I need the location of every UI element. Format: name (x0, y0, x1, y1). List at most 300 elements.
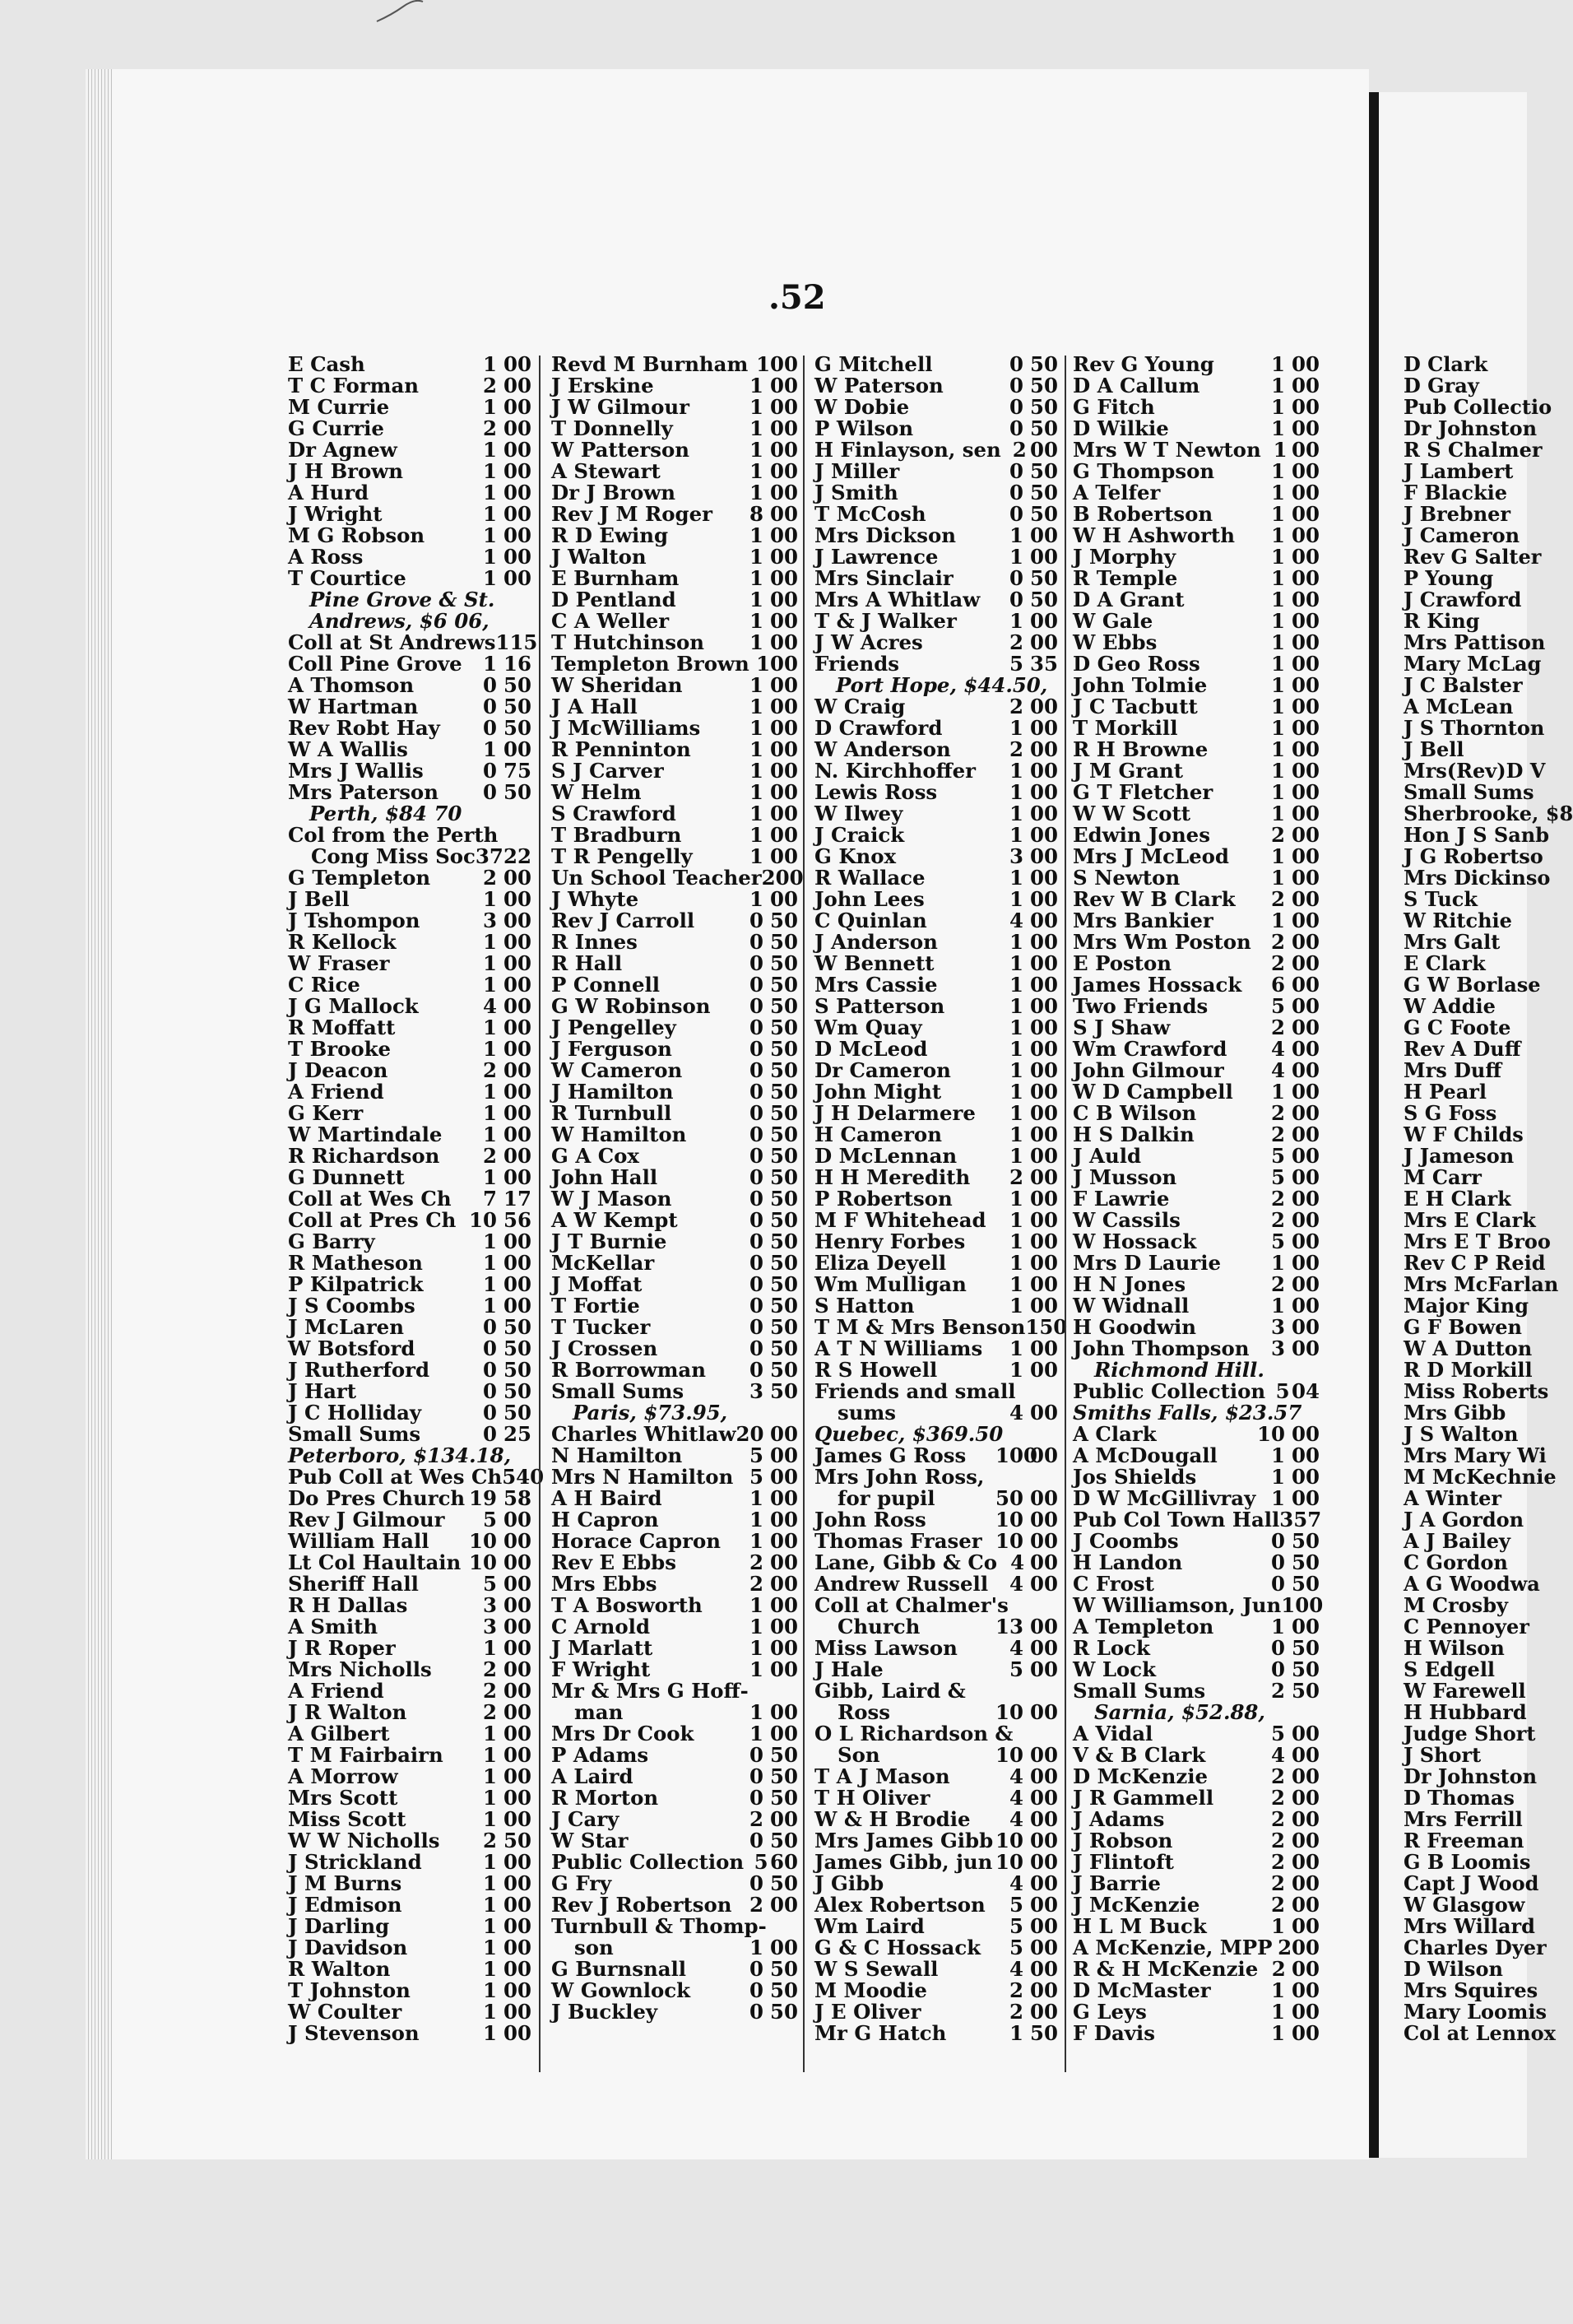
amount-dollars: 2 (1271, 1829, 1285, 1852)
ledger-entry (814, 2001, 1058, 2023)
amount-dollars: 0 (749, 1764, 763, 1788)
amount-dollars: 1 (1271, 673, 1285, 697)
amount-cents: 00 (770, 802, 798, 825)
amount-cents: 00 (503, 2021, 531, 2045)
amount-cents: 00 (1292, 1893, 1320, 1917)
amount-cents: 00 (503, 1101, 531, 1125)
amount-dollars: 1 (483, 1850, 497, 1874)
next-page-name: Mrs E Clark (1404, 1208, 1536, 1232)
amount-cents: 50 (770, 1358, 798, 1382)
amount-dollars: 1 (749, 588, 763, 611)
ledger-entry (288, 2001, 531, 2023)
donor-name: W Coulter (288, 2000, 402, 2024)
donor-name: J Cary (551, 1807, 619, 1831)
ledger-entry (814, 1124, 1058, 1146)
amount-cents: 00 (1030, 523, 1058, 547)
amount-dollars: 1 (1271, 352, 1285, 376)
amount-cents: 00 (1030, 866, 1058, 890)
ledger-entry (1073, 1338, 1320, 1360)
amount-dollars: 0 (749, 1829, 763, 1852)
amount-cents: 00 (1292, 673, 1320, 697)
ledger-entry (1073, 1274, 1320, 1295)
amount-cents: 00 (1292, 1294, 1320, 1318)
ledger-entry (814, 1766, 1058, 1787)
amount-cents: 00 (1030, 780, 1058, 804)
ledger-entry (551, 1959, 798, 1980)
amount-dollars: 1 (749, 395, 763, 419)
amount-dollars: 50 (995, 1486, 1023, 1510)
next-page-name: J Jameson (1404, 1144, 1515, 1168)
amount-cents: 50 (770, 930, 798, 954)
ledger-entry (551, 846, 798, 867)
donor-name: J M Burns (288, 1871, 402, 1895)
amount-dollars: 1 (483, 1936, 497, 1959)
amount-dollars: 4 (1009, 1807, 1023, 1831)
donor-name: J Hart (288, 1379, 356, 1403)
donor-name: T M & Mrs Benson (814, 1315, 1026, 1339)
amount-dollars: 2 (1271, 951, 1285, 975)
amount-cents: 50 (1292, 1657, 1320, 1681)
ledger-entry (1073, 1124, 1320, 1146)
ledger-entry (551, 1274, 798, 1295)
amount-cents: 00 (1030, 1615, 1058, 1638)
ledger-entry (551, 1916, 798, 1937)
ledger-entry (1073, 1873, 1320, 1894)
amount-dollars: 1 (1009, 930, 1023, 954)
amount-dollars: 1 (1271, 652, 1285, 676)
donor-name: Rev J Carroll (551, 909, 695, 932)
amount-dollars: 1 (1009, 1016, 1023, 1039)
ledger-entry (814, 568, 1058, 589)
amount-dollars: 2 (1271, 823, 1285, 847)
amount-cents: 00 (1030, 1358, 1058, 1382)
donor-name: Rev J Gilmour (288, 1508, 445, 1532)
amount-cents: 50 (1292, 1572, 1320, 1596)
amount-dollars: 1 (483, 1871, 497, 1895)
next-page-name: J A Gordon (1404, 1508, 1524, 1532)
amount-cents: 00 (1292, 1786, 1320, 1810)
donor-name: Mrs Paterson (288, 780, 438, 804)
amount-cents: 00 (503, 545, 531, 569)
amount-dollars: 1 (1271, 737, 1285, 761)
donor-name: W Gale (1073, 609, 1153, 633)
ledger-entry (1073, 1167, 1320, 1188)
ledger-entry (288, 1787, 531, 1809)
donor-name: T Hutchinson (551, 630, 705, 654)
donor-name: Mrs J McLeod (1073, 844, 1229, 868)
amount-cents: 00 (1030, 716, 1058, 740)
ledger-entry (814, 589, 1058, 611)
ledger-entry (288, 1702, 531, 1723)
donor-name: W Widnall (1073, 1294, 1190, 1318)
ledger-entry (288, 1465, 545, 1489)
amount-cents: 00 (503, 374, 531, 397)
amount-dollars: 3 (1279, 1508, 1294, 1532)
ledger-entry (288, 1338, 531, 1360)
donor-name: T A J Mason (814, 1764, 950, 1788)
ledger-entry (814, 932, 1058, 953)
ledger-entry (551, 803, 798, 825)
ledger-entry (551, 1081, 798, 1103)
amount-dollars: 0 (1009, 481, 1023, 504)
amount-dollars (494, 589, 511, 611)
ledger-entry (551, 782, 798, 803)
ledger-entry (1073, 1680, 1320, 1702)
amount-cents: 50 (770, 1829, 798, 1852)
amount-dollars: 1 (1271, 395, 1285, 419)
ledger-entry (1073, 589, 1320, 611)
ledger-entry (288, 1509, 531, 1531)
next-page-name: Mary Loomis (1404, 2000, 1547, 2024)
next-page-name: Capt J Wood (1404, 1871, 1539, 1895)
amount-dollars: 1 (483, 1037, 497, 1061)
amount-dollars: 1 (483, 1722, 497, 1745)
ledger-entry (1073, 1980, 1320, 2001)
next-page-name: A Winter (1404, 1486, 1502, 1510)
amount-dollars: 3 (1009, 844, 1023, 868)
amount-dollars: 1 (749, 1722, 763, 1745)
amount-cents: 00 (503, 416, 531, 440)
donor-name: J H Brown (288, 459, 404, 483)
amount-dollars: 2 (1009, 630, 1023, 654)
amount-cents: 00 (770, 1657, 798, 1681)
ledger-entry (288, 889, 531, 910)
ledger-entry (814, 996, 1058, 1017)
amount-dollars: 1 (1009, 866, 1023, 890)
amount-cents: 00 (1292, 823, 1320, 847)
ledger-entry (1073, 739, 1320, 760)
next-page-name: J Brebner (1404, 502, 1511, 526)
amount-cents: 00 (1292, 1229, 1320, 1253)
donor-name: E Cash (288, 352, 365, 376)
amount-cents: 00 (1292, 1037, 1320, 1061)
amount-dollars: 0 (749, 1294, 763, 1318)
next-page-name: J Crawford (1404, 588, 1522, 611)
amount-dollars: 0 (1009, 566, 1023, 590)
ledger-entry (814, 1873, 1058, 1894)
donor-name: Mrs J Wallis (288, 759, 424, 783)
amount-dollars: 6 (1271, 973, 1285, 997)
next-page-name: E Clark (1404, 951, 1486, 975)
ledger-entry (814, 1937, 1058, 1959)
ledger-entry (551, 910, 798, 932)
amount-cents: 00 (503, 1294, 531, 1318)
amount-dollars: 1 (1009, 1358, 1023, 1382)
donor-name: W Martindale (288, 1122, 443, 1146)
donor-name: D Pentland (551, 588, 676, 611)
ledger-entry (551, 546, 798, 568)
donor-name: S Hatton (814, 1294, 915, 1318)
amount-dollars: 2 (1271, 1187, 1285, 1211)
next-page-name: Sherbrooke, $8 (1404, 802, 1573, 825)
donor-name: Coll at Chalmer's (814, 1593, 1009, 1617)
ledger-entry (814, 397, 1058, 418)
amount-dollars: 2 (483, 374, 497, 397)
ledger-entry (288, 630, 538, 654)
amount-dollars: 5 (749, 1465, 763, 1489)
ledger-entry (814, 525, 1058, 546)
amount-cents (1035, 1381, 1058, 1402)
ledger-entry (814, 867, 1058, 889)
amount-dollars: 1 (1009, 716, 1023, 740)
donor-name: Mr & Mrs G Hoff- (551, 1679, 749, 1703)
amount-cents: 00 (1292, 994, 1320, 1018)
ledger-entry (551, 439, 798, 461)
donor-name: R Temple (1073, 566, 1178, 590)
amount-cents: 00 (1292, 1016, 1320, 1039)
page-number: .52 (768, 278, 826, 317)
ledger-entry (814, 1445, 1058, 1466)
amount-cents: 50 (1030, 395, 1058, 419)
donor-name: F Davis (1073, 2021, 1155, 2045)
amount-dollars: 4 (1009, 1957, 1023, 1981)
amount-cents: 50 (1030, 459, 1058, 483)
amount-cents: 00 (1292, 523, 1320, 547)
donor-name: W H Ashworth (1073, 523, 1235, 547)
donor-name: Lewis Ross (814, 780, 938, 804)
ledger-entry (551, 1552, 798, 1573)
donor-name: A W Kempt (551, 1208, 678, 1232)
amount-cents (520, 1445, 531, 1466)
ledger-entry (288, 1124, 531, 1146)
section-heading (288, 611, 531, 632)
amount-cents: 50 (770, 1251, 798, 1275)
amount-cents: 00 (1030, 737, 1058, 761)
next-page-name: Pub Collectio (1404, 395, 1552, 419)
amount-cents: 00 (1292, 1315, 1320, 1339)
amount-cents: 00 (1030, 1572, 1058, 1596)
amount-dollars: 0 (483, 1315, 497, 1339)
ledger-entry (288, 1188, 531, 1210)
ledger-entry (288, 439, 531, 461)
amount-dollars: 2 (483, 1144, 497, 1168)
amount-cents: 00 (770, 1807, 798, 1831)
amount-dollars: 5 (1271, 1229, 1285, 1253)
amount-dollars: 1 (749, 673, 763, 697)
amount-cents: 00 (1292, 438, 1320, 462)
ledger-entry (288, 504, 531, 525)
amount-dollars: 2 (1271, 1272, 1285, 1296)
amount-cents: 50 (1039, 1315, 1068, 1339)
ledger-entry (288, 867, 531, 889)
amount-cents (763, 1402, 798, 1424)
amount-cents: 00 (503, 1786, 531, 1810)
amount-cents: 00 (1292, 502, 1320, 526)
amount-cents: 00 (503, 1251, 531, 1275)
ledger-entry (1073, 1210, 1320, 1231)
donor-name: Small Sums (288, 1422, 421, 1446)
amount-dollars: 5 (1009, 1893, 1023, 1917)
amount-cents: 00 (1292, 1722, 1320, 1745)
amount-cents: 00 (503, 1572, 531, 1596)
ledger-entry (288, 1616, 531, 1638)
donor-name: Smiths Falls, $23.57 (1073, 1401, 1302, 1425)
amount-dollars: 1 (1271, 374, 1285, 397)
donor-name: J Crossen (551, 1336, 658, 1360)
amount-cents: 00 (503, 502, 531, 526)
amount-cents: 50 (503, 1829, 531, 1852)
ledger-entry (551, 1980, 798, 2001)
ledger-entry (288, 1573, 531, 1595)
amount-cents: 00 (1030, 1229, 1058, 1253)
donor-name: D McMaster (1073, 1978, 1211, 2002)
ledger-entry (288, 1723, 531, 1745)
donor-name: R Matheson (288, 1251, 423, 1275)
amount-dollars: 2 (1271, 1850, 1285, 1874)
next-page-name: Rev A Duff (1404, 1037, 1521, 1061)
ledger-entry (551, 1103, 798, 1124)
amount-cents: 00 (1030, 887, 1058, 911)
next-page-name: D Wilson (1404, 1957, 1503, 1981)
ledger-entry (1073, 953, 1320, 974)
ledger-entry (814, 1274, 1058, 1295)
amount-dollars: 1 (749, 780, 763, 804)
next-page-name: A McLean (1404, 695, 1514, 718)
amount-dollars: 1 (483, 1957, 497, 1981)
amount-cents: 00 (1292, 866, 1320, 890)
amount-cents: 00 (1292, 1936, 1320, 1959)
amount-cents: 00 (1030, 1743, 1058, 1767)
amount-dollars: 0 (1009, 459, 1023, 483)
ledger-entry (814, 1167, 1058, 1188)
amount-cents: 00 (770, 502, 798, 526)
donor-name: D W McGillivray (1073, 1486, 1256, 1510)
section-heading (288, 803, 531, 825)
amount-dollars: 5 (483, 1572, 497, 1596)
next-page-name: H Pearl (1404, 1080, 1487, 1104)
ledger-entry (814, 1509, 1058, 1531)
donor-name: D McLeod (814, 1037, 928, 1061)
donor-name: A Hurd (288, 481, 369, 504)
donor-name: for pupil (838, 1486, 935, 1510)
amount-cents: 00 (1292, 1272, 1320, 1296)
ledger-entry (288, 1830, 531, 1852)
amount-dollars: 1 (1271, 866, 1285, 890)
ledger-entry (551, 739, 798, 760)
amount-cents: 00 (503, 909, 531, 932)
amount-dollars: 1 (1009, 1037, 1023, 1061)
amount-dollars: 0 (483, 716, 497, 740)
amount-dollars: 2 (1271, 1786, 1285, 1810)
ledger-entry (1073, 439, 1320, 461)
amount-dollars: 10 (469, 1208, 497, 1232)
ledger-entry (551, 1445, 798, 1466)
amount-dollars: 0 (749, 1871, 763, 1895)
ledger-entry (551, 1680, 798, 1702)
ledger-entry (1073, 568, 1320, 589)
donor-name: J T Burnie (551, 1229, 667, 1253)
amount-cents: 00 (1292, 1871, 1320, 1895)
amount-dollars: 1 (1009, 1251, 1023, 1275)
amount-dollars: 0 (483, 1401, 497, 1425)
ledger-entry (1073, 1638, 1320, 1659)
amount-dollars: 0 (483, 1422, 497, 1446)
amount-dollars: 1 (483, 951, 497, 975)
donor-name: J Hamilton (551, 1080, 674, 1104)
amount-dollars: 0 (749, 973, 763, 997)
amount-cents: 50 (770, 973, 798, 997)
amount-dollars: 2 (1009, 737, 1023, 761)
donor-name: G Leys (1073, 2000, 1147, 2024)
donor-name: J S Coombs (288, 1294, 415, 1318)
donor-name: P Connell (551, 973, 661, 997)
amount-cents: 00 (770, 588, 798, 611)
donor-name: T Brooke (288, 1037, 392, 1061)
ledger-entry (814, 1315, 1068, 1339)
donor-name: Dr J Brown (551, 481, 675, 504)
donor-name: Mrs Dickson (814, 523, 956, 547)
ledger-entry (814, 718, 1058, 739)
donor-name: A Gilbert (288, 1722, 390, 1745)
donor-name: Ross (838, 1700, 891, 1724)
ledger-entry (551, 1210, 798, 1231)
donor-name: W Ebbs (1073, 630, 1158, 654)
ledger-entry (814, 1060, 1058, 1081)
amount-cents: 00 (503, 566, 531, 590)
ledger-entry (288, 825, 531, 846)
amount-dollars: 2 (483, 1657, 497, 1681)
amount-cents: 00 (1292, 1208, 1320, 1232)
next-page-name: W Ritchie (1404, 909, 1512, 932)
donor-name: F Wright (551, 1657, 651, 1681)
amount-dollars (1003, 1424, 1028, 1445)
amount-cents: 00 (1030, 1037, 1058, 1061)
amount-dollars: 1 (1009, 1336, 1023, 1360)
donor-name: Perth, $84 70 (309, 802, 462, 825)
section-heading (1073, 1702, 1320, 1723)
donor-name: Coll at Wes Ch (288, 1187, 452, 1211)
amount-dollars: 0 (749, 1957, 763, 1981)
donor-name: Rev W B Clark (1073, 887, 1236, 911)
amount-dollars: 1 (483, 566, 497, 590)
ledger-entry (288, 932, 531, 953)
next-page-name: Mrs Squires (1404, 1978, 1538, 2002)
donor-name: R Hall (551, 951, 623, 975)
amount-cents: 00 (503, 1743, 531, 1767)
donor-name: G & C Hossack (814, 1936, 981, 1959)
amount-cents: 50 (770, 1315, 798, 1339)
amount-dollars (1016, 1381, 1035, 1402)
donor-name: C B Wilson (1073, 1101, 1197, 1125)
amount-cents (1289, 1702, 1320, 1723)
ledger-entry (1073, 1937, 1320, 1959)
ledger-entry (551, 1852, 798, 1873)
amount-dollars: 5 (1009, 1936, 1023, 1959)
ledger-entry (288, 1253, 531, 1274)
ledger-entry (814, 1081, 1058, 1103)
amount-cents: 17 (503, 1187, 531, 1211)
amount-cents: 50 (770, 1080, 798, 1104)
amount-cents: 00 (1292, 759, 1320, 783)
amount-cents: 00 (1292, 1336, 1320, 1360)
donor-name: T McCosh (814, 502, 926, 526)
next-page-name: P Young (1404, 566, 1494, 590)
amount-cents: 00 (1292, 374, 1320, 397)
amount-cents: 00 (1030, 1529, 1058, 1553)
amount-dollars: 2 (1009, 1978, 1023, 2002)
ledger-entry (814, 1638, 1058, 1659)
donor-name: W J Mason (551, 1187, 672, 1211)
amount-cents: 00 (1292, 395, 1320, 419)
donor-name: Eliza Deyell (814, 1251, 947, 1275)
ledger-entry (814, 1659, 1058, 1680)
amount-dollars: 1 (1009, 1144, 1023, 1168)
amount-dollars: 1 (749, 1700, 763, 1724)
ledger-entry (1073, 974, 1320, 996)
amount-dollars: 1 (483, 352, 497, 376)
donor-name: S J Shaw (1073, 1016, 1171, 1039)
donor-name: H N Jones (1073, 1272, 1186, 1296)
